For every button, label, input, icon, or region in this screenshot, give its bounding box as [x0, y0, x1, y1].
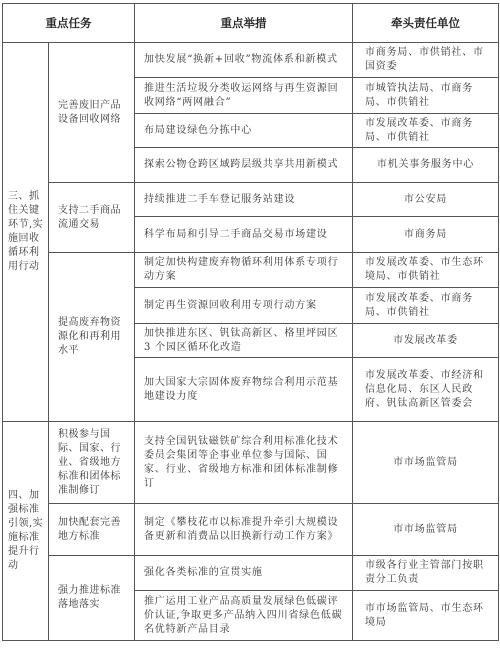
measure-cell: 探索公物仓跨区域跨层级共享共用新模式 [135, 148, 353, 183]
measure-cell: 制定再生资源回收利用专项行动方案 [135, 288, 353, 324]
subtask: 积极参与国际、国家、行业、省级地方标准和团体标准制修订 [49, 422, 135, 504]
unit-cell: 市公安局 [353, 183, 499, 217]
table-row [3, 183, 499, 217]
table-row [3, 253, 499, 288]
measure-cell: 加快发展“换新+回收”物流体系和新模式 [135, 43, 353, 78]
unit-cell: 市发展改革委、市生态环境局、市供销社 [353, 253, 499, 288]
subtask: 支持二手商品流通交易 [49, 183, 135, 253]
table-row [3, 504, 499, 556]
measure-cell: 支持全国钒钛磁铁矿综合利用标准化技术委员会集团等企事业单位参与国际、国家、行业、省级地方标准和团体标准制修订 [135, 422, 353, 504]
measure-cell: 推广运用工业产品高质量发展绿色低碳评价认证,争取更多产品纳入四川省绿色低碳名优特新产品目录 [135, 591, 353, 641]
measure-cell: 强化各类标准的宣贯实施 [135, 556, 353, 591]
measures-table [2, 3, 499, 641]
header-task: 重点任务 [3, 4, 135, 43]
subtask: 提高废弃物资源化和再利用水平 [49, 253, 135, 422]
unit-cell: 市城管执法局、市商务局、市供销社 [353, 78, 499, 114]
header-unit: 牵头责任单位 [353, 4, 499, 43]
section-task: 三、抓住关键环节,实施回收循环利用行动 [3, 43, 49, 422]
measure-cell: 加大国家大宗固体废弃物综合利用示范基地建设力度 [135, 358, 353, 422]
unit-cell: 市机关事务服务中心 [353, 148, 499, 183]
unit-cell: 市商务局 [353, 217, 499, 253]
section-task: 四、加强标准引领,实施标准提升行动 [3, 422, 49, 641]
measure-cell: 持续推进二手车登记服务站建设 [135, 183, 353, 217]
measure-cell: 推进生活垃圾分类收运网络与再生资源回收网络“两网融合” [135, 78, 353, 114]
unit-cell: 市发展改革委、市经济和信息化局、东区人民政府、钒钛高新区管委会 [353, 358, 499, 422]
subtask: 加快配套完善地方标准 [49, 504, 135, 556]
unit-cell: 市商务局、市供销社、市国资委 [353, 43, 499, 78]
table-row [3, 43, 499, 78]
header-row [3, 4, 499, 43]
measure-cell: 制定《攀枝花市以标准提升牵引大规模设备更新和消费品以旧换新行动工作方案》 [135, 504, 353, 556]
table-row [3, 422, 499, 504]
unit-cell: 市级各行业主管部门按职责分工负责 [353, 556, 499, 591]
unit-cell: 市发展改革委、市商务局、市供销社 [353, 114, 499, 148]
measure-cell: 科学布局和引导二手商品交易市场建设 [135, 217, 353, 253]
unit-cell: 市发展改革委 [353, 324, 499, 358]
table-row [3, 556, 499, 591]
unit-cell: 市市场监管局 [353, 504, 499, 556]
measure-cell: 制定加快构建废弃物循环利用体系专项行动方案 [135, 253, 353, 288]
header-measure: 重点举措 [135, 4, 353, 43]
unit-cell: 市市场监管局 [353, 422, 499, 504]
measure-cell: 加快推进东区、钒钛高新区、格里坪园区 3 个园区循环化改造 [135, 324, 353, 358]
subtask: 强力推进标准落地落实 [49, 556, 135, 641]
measure-cell: 布局建设绿色分拣中心 [135, 114, 353, 148]
unit-cell: 市市场监管局、市生态环境局 [353, 591, 499, 641]
unit-cell: 市发展改革委、市商务局、市供销社 [353, 288, 499, 324]
subtask: 完善废旧产品设备回收网络 [49, 43, 135, 183]
